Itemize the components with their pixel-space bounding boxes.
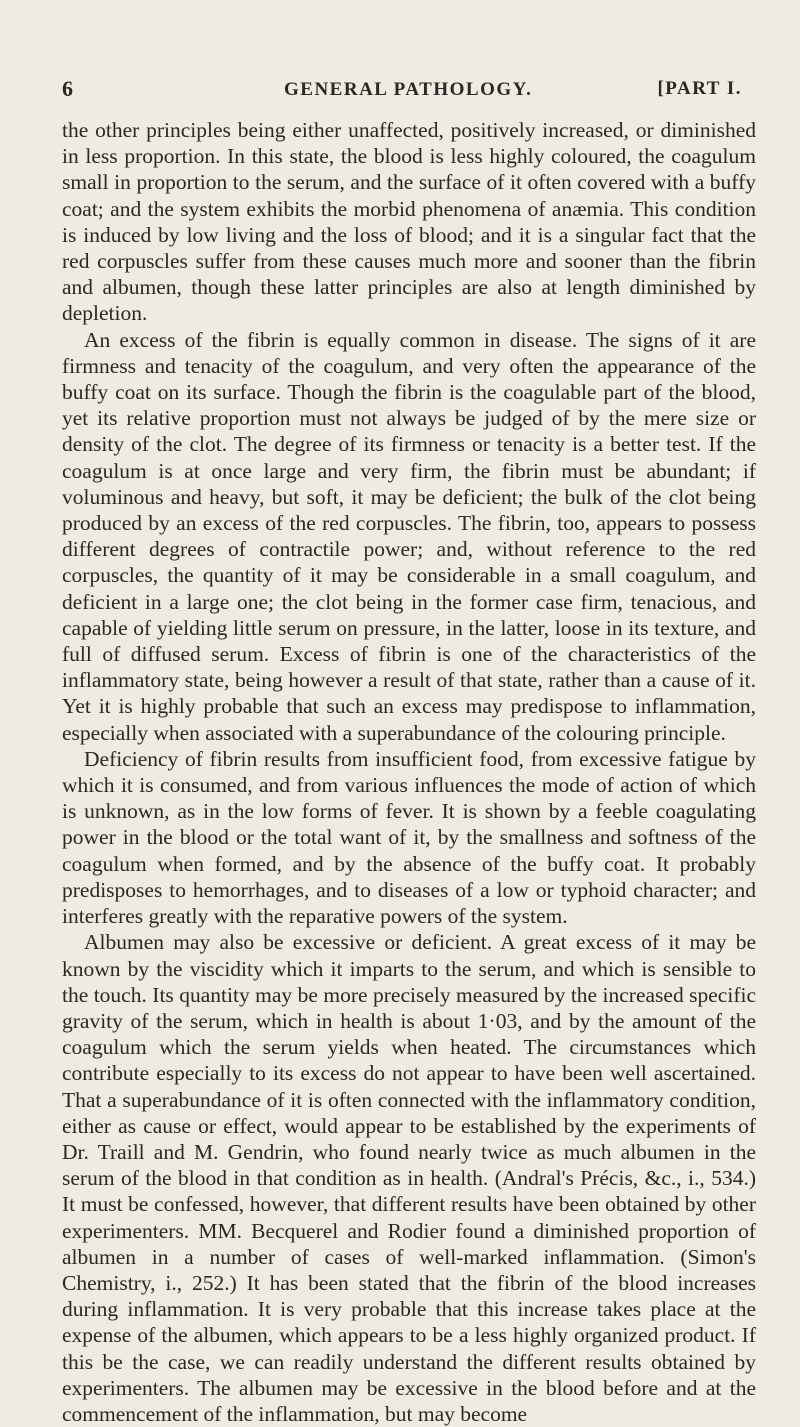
paragraph-fibrin-excess: An excess of the fibrin is equally common in disease. The signs of it are firmness and tenacity of the coagulum, and very often the appearance of the buffy coat on its surface. Though the fibrin is the coagulable part of the blood, yet its relative proportion must not always be judged of by the mere size or density of the clot. The degree of its firmness or tenacity is a better test. If the coagulum is at once large and very firm, the fibrin must be abundant; if voluminous and heavy, but soft, it may be deficient; the bulk of the clot being produced by an excess of the red corpuscles. The fibrin, too, appears to possess different degrees of contractile power; and, without reference to the red corpuscles, the quantity of it may be considerable in a small coagulum, and deficient in a large one; the clot being in the former case firm, tenacious, and capable of yielding little serum on pressure, in the latter, loose in its texture, and full of diffused serum. Excess of fibrin is one of the characteristics of the inflammatory state, being however a result of that state, rather than a cause of it. Yet it is highly probable that such an excess may predispose to inflammation, especially when associated with a superabundance of the colouring principle.: [62, 327, 756, 745]
running-header: [62, 76, 754, 104]
running-title: GENERAL PATHOLOGY.: [284, 79, 533, 100]
paragraph-anaemia: the other principles being either unaffected, positively increased, or diminished in less proportion. In this state, the blood is less highly coloured, the coagulum small in proportion to the serum, and the surface of it often covered with a buffy coat; and the system exhibits the morbid phenomena of anæmia. This condition is induced by low living and the loss of blood; and it is a singular fact that the red corpuscles suffer from these causes much more and sooner than the fibrin and albumen, though these latter principles are also at length diminished by depletion.: [62, 118, 756, 326]
page-number: 6: [62, 76, 75, 101]
body-text: [62, 117, 756, 1427]
paragraph-albumen: Albumen may also be excessive or deficient. A great excess of it may be known by the viscidity which it imparts to the serum, and which is sensible to the touch. Its quantity may be more precisely measured by the increased specific gravity of the serum, which in health is about 1·03, and by the amount of the coagulum which the serum yields when heated. The circumstances which contribute especially to its excess do not appear to have been well ascertained. That a superabundance of it is often connected with the inflammatory condition, either as cause or effect, would appear to be established by the experiments of Dr. Traill and M. Gendrin, who found nearly twice as much albumen in the serum of the blood in that condition as in health. (Andral's Précis, &c., i., 534.) It must be confessed, however, that different results have been obtained by other experimenters. MM. Becquerel and Rodier found a diminished proportion of albumen in a number of cases of well-marked inflammation. (Simon's Chemistry, i., 252.) It has been stated that the fibrin of the blood increases during inflammation. It is very probable that this increase takes place at the expense of the albumen, which appears to be a less highly organized product. If this be the case, we can readily understand the different results obtained by experimenters. The albumen may be excessive in the blood before and at the commencement of the inflammation, but may become: [62, 930, 756, 1426]
part-label: [PART I.: [657, 78, 742, 99]
paragraph-fibrin-deficiency: Deficiency of fibrin results from insufficient food, from excessive fatigue by which it is consumed, and from various influences the mode of action of which is unknown, as in the low forms of fever. It is shown by a feeble coagulating power in the blood or the total want of it, by the smallness and softness of the coagulum when formed, and by the absence of the buffy coat. It probably predisposes to hemorrhages, and to diseases of a low or typhoid character; and interferes greatly with the reparative powers of the system.: [62, 746, 756, 929]
